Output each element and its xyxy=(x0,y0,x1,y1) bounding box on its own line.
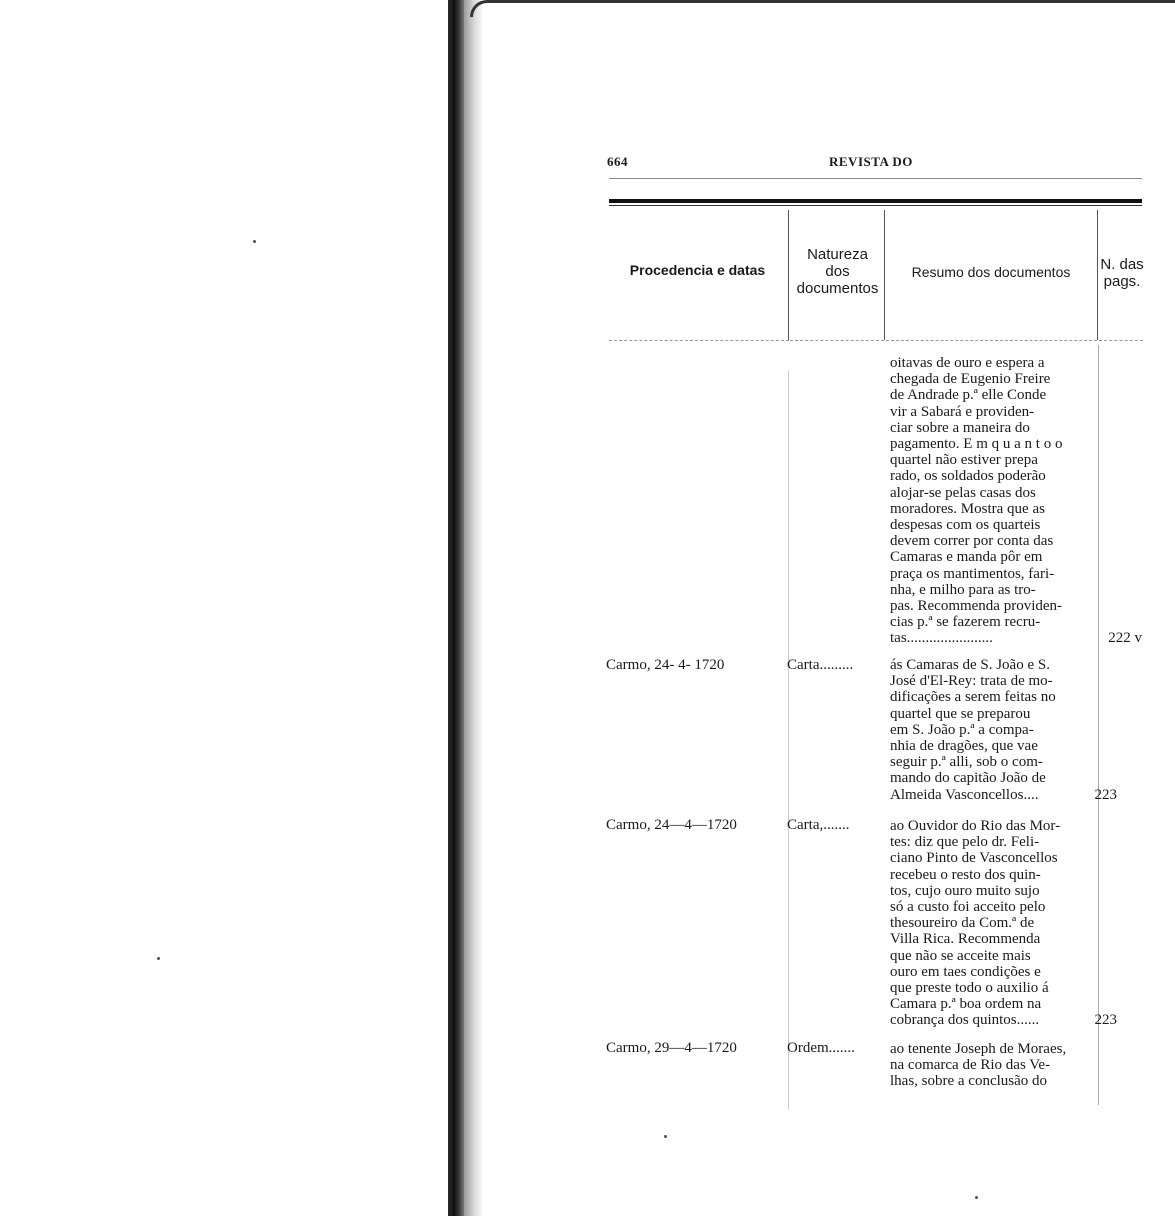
header-bottom-rule xyxy=(609,340,789,342)
column-header-procedencia: Procedencia e datas xyxy=(629,262,766,278)
column-header-paginas: N. das pags. xyxy=(1100,256,1144,290)
entry-page: 223 xyxy=(1094,787,1117,803)
entry-natureza: Ordem....... xyxy=(787,1040,855,1056)
column-header-natureza: Natureza dos documentos xyxy=(796,246,879,297)
page-gutter xyxy=(464,0,482,1216)
column-divider xyxy=(788,370,789,1110)
speck xyxy=(664,1135,667,1138)
entry-page: 223 xyxy=(1094,1012,1117,1028)
entry-procedencia: Carmo, 29—4—1720 xyxy=(606,1040,737,1056)
entry-summary: oitavas de ouro e espera a chegada de Eugenio Freire de Andrade p.ª elle Conde vir a Sabará e providen- ciar sobre a maneira do pagamento. E m q u a n t o o quartel não estiver prepa rado, os soldados poderão alojar-se pelas casas dos moradores. Mostra que as despesas com os quarteis devem correr por conta das Camaras e manda pôr em praça os mantimentos, fari- nha, e milho para as tro- pas. Recommenda providen- cias p.ª se fazerem recru- tas....................... xyxy=(890,355,1063,647)
entry-procedencia: Carmo, 24—4—1720 xyxy=(606,817,737,833)
header-bottom-rule xyxy=(790,340,884,342)
column-header-resumo: Resumo dos documentos xyxy=(911,264,1071,280)
entry-summary: ao tenente Joseph de Moraes, na comarca de Rio das Ve- lhas, sobre a conclusão do xyxy=(890,1041,1067,1090)
speck xyxy=(157,957,160,960)
entry-procedencia: Carmo, 24- 4- 1720 xyxy=(606,657,725,673)
entry-page: 222 v xyxy=(1108,630,1142,646)
column-divider xyxy=(1097,210,1098,340)
page-top-edge xyxy=(470,0,1175,17)
entry-summary: ás Camaras de S. João e S. José d'El-Rey: trata de mo- dificações a serem feitas no quartel que se preparou em S. João p.ª a compa- nhia de dragões, que vae seguir p.ª alli, sob o com- mando do capitão João de Almeida Vasconcellos.... xyxy=(890,657,1056,803)
entry-summary: ao Ouvidor do Rio das Mor- tes: diz que pelo dr. Feli- ciano Pinto de Vasconcellos recebeu o resto dos quin- tos, cujo ouro muito sujo só a custo foi acceito pelo thesoureiro da Com.ª de Villa Rica. Recommenda que não se acceite mais ouro em taes condições e que preste todo o auxilio á Camara p.ª boa ordem na cobrança dos quintos...... xyxy=(890,818,1061,1029)
book-spine-shadow xyxy=(448,0,464,1216)
column-divider xyxy=(884,210,885,340)
speck xyxy=(975,1196,978,1199)
header-bottom-rule xyxy=(1099,340,1143,342)
table-top-rule-thin xyxy=(609,205,1142,206)
column-divider xyxy=(1098,345,1099,1105)
table-top-rule xyxy=(609,199,1142,203)
running-head xyxy=(607,152,1142,174)
entry-natureza: Carta......... xyxy=(787,657,854,673)
speck xyxy=(253,240,256,243)
header-bottom-rule xyxy=(886,340,1097,342)
entry-natureza: Carta,....... xyxy=(787,817,850,833)
page-number: 664 xyxy=(607,154,628,169)
running-title: REVISTA DO xyxy=(829,154,913,169)
column-divider xyxy=(788,210,789,340)
header-rule xyxy=(609,178,1142,179)
